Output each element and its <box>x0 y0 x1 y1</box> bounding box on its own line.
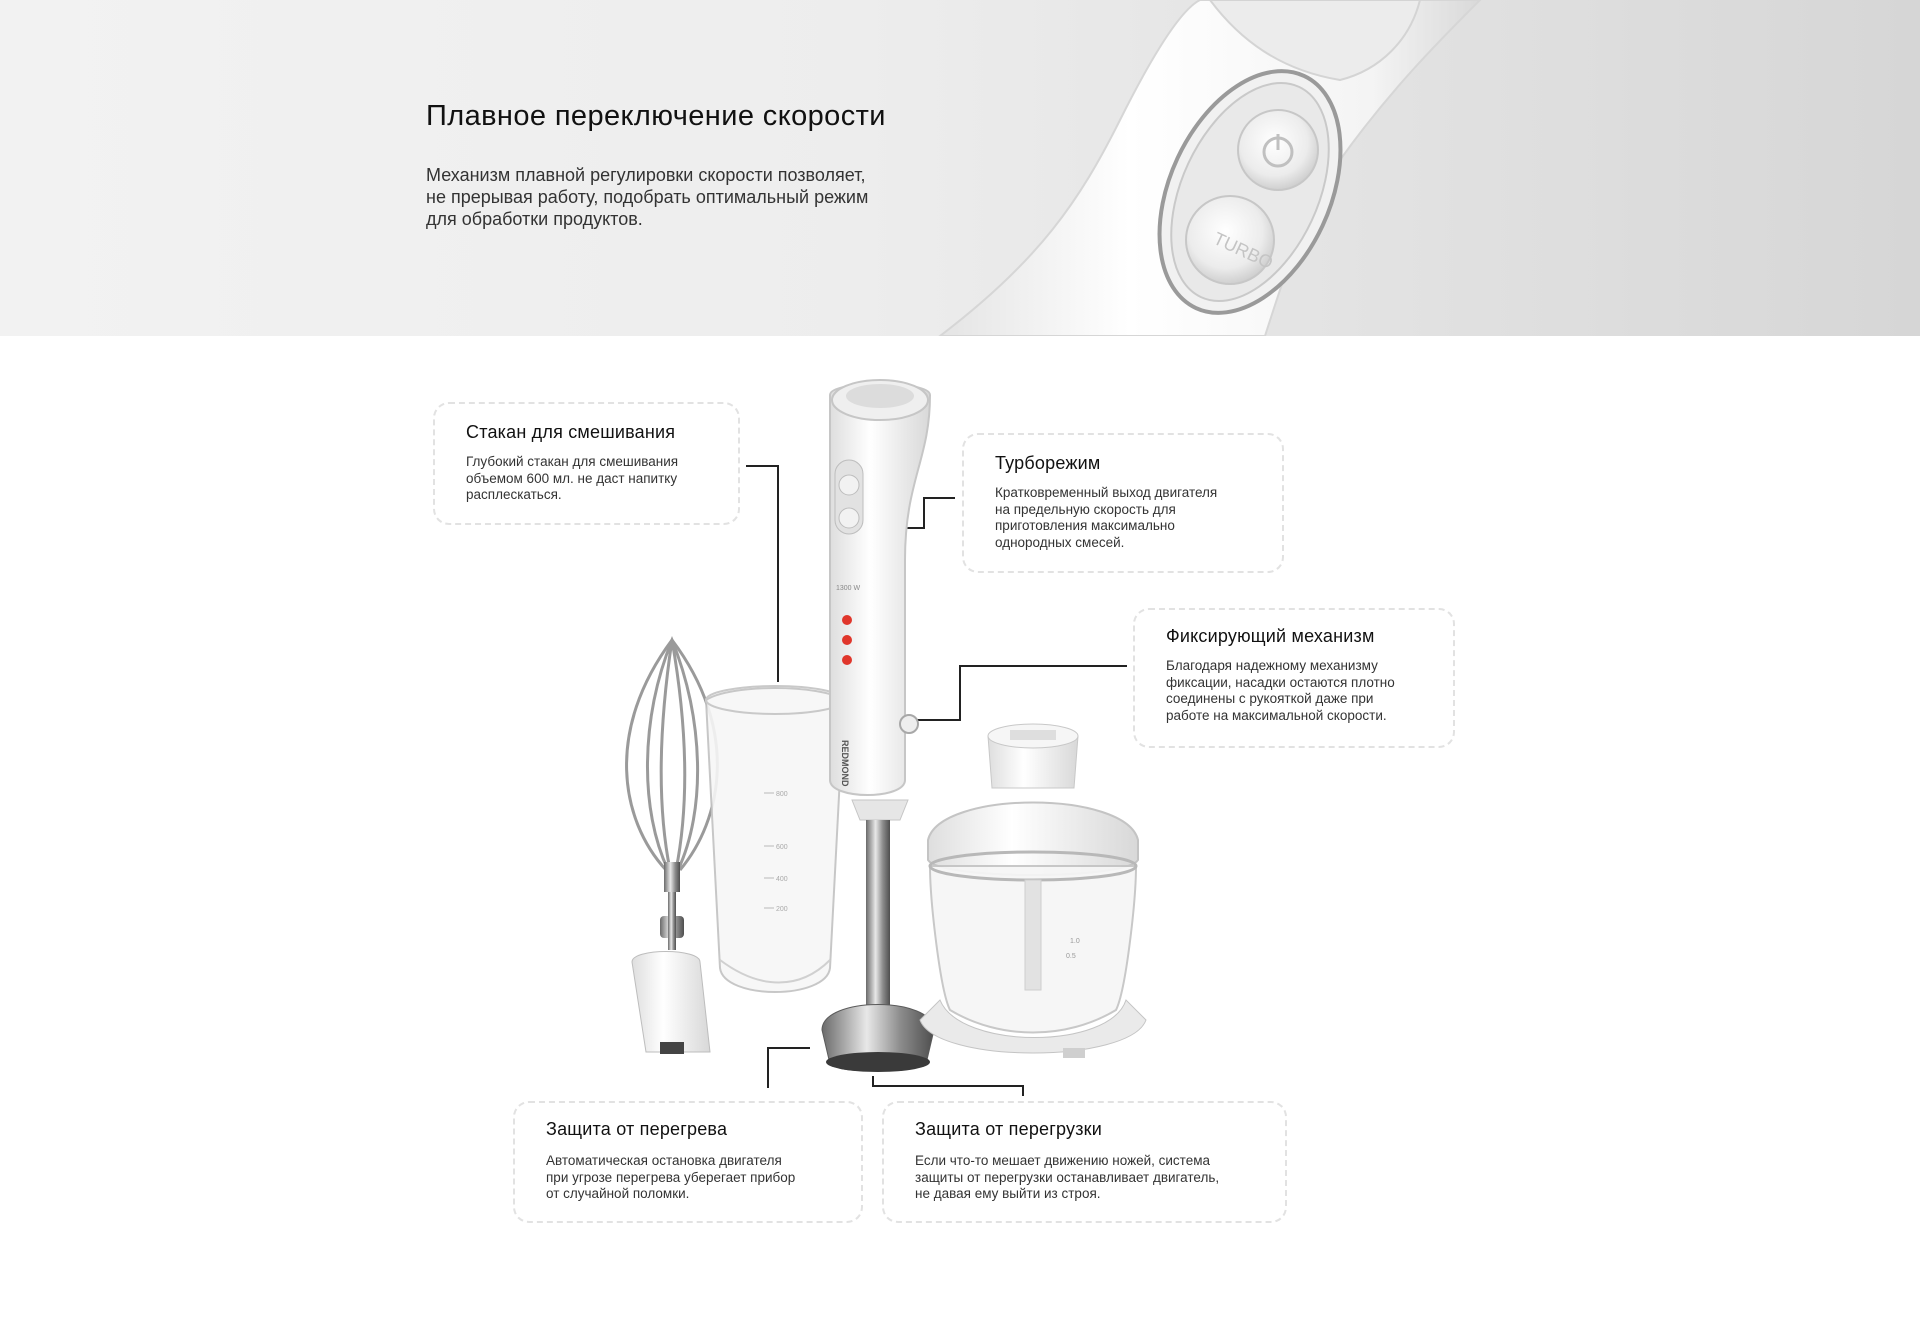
callout-line: фиксации, насадки остаются плотно <box>1166 674 1395 690</box>
callout-line: не давая ему выйти из строя. <box>915 1186 1101 1201</box>
immersion-blender <box>822 380 934 1072</box>
speed-icons <box>842 615 852 665</box>
chopper-mark: 1.0 <box>1070 938 1080 945</box>
callout-title: Защита от перегрева <box>546 1119 728 1139</box>
hero-text-line: для обработки продуктов. <box>426 209 643 229</box>
turbo-label: TURBO <box>1210 228 1277 273</box>
callout-line: приготовления максимально <box>995 518 1175 533</box>
callout-description <box>466 454 678 504</box>
power-rating: 1300 W <box>836 585 861 592</box>
callout-line: Автоматическая остановка двигателя <box>546 1153 782 1168</box>
callout-title: Защита от перегрузки <box>915 1119 1102 1139</box>
callout-overheat-protection <box>513 1101 863 1223</box>
chopper-bowl <box>920 724 1146 1058</box>
callout-line: Кратковременный выход двигателя <box>995 485 1218 500</box>
callout-overload-protection <box>882 1101 1287 1223</box>
cup-scale-label: 200 <box>776 906 788 913</box>
callout-mixing-cup <box>433 402 740 525</box>
brand-logo: REDMOND <box>840 740 850 787</box>
callout-line: от случайной поломки. <box>546 1186 690 1201</box>
cup-scale-label: 600 <box>776 844 788 851</box>
callout-line: расплескаться. <box>466 487 562 502</box>
callout-description <box>1166 658 1395 724</box>
cup-scale-label: 800 <box>776 791 788 798</box>
callout-line: защиты от перегрузки останавливает двигатель, <box>915 1169 1220 1185</box>
callout-description <box>995 485 1217 551</box>
callout-title: Фиксирующий механизм <box>1166 626 1375 646</box>
callout-line: Глубокий стакан для смешивания <box>466 454 679 469</box>
chopper-mark: 0.5 <box>1066 953 1076 960</box>
hero-text-line: Механизм плавной регулировки скорости позволяет, <box>426 165 866 185</box>
callout-line: однородных смесей. <box>995 534 1125 550</box>
mixing-cup <box>706 686 844 992</box>
hero-title: Плавное переключение скорости <box>426 100 886 132</box>
hero-description <box>426 164 946 230</box>
callout-title: Стакан для смешивания <box>466 422 676 442</box>
callout-line: Если что-то мешает движению ножей, система <box>915 1153 1211 1168</box>
callout-description <box>546 1153 795 1203</box>
callout-title: Турборежим <box>995 453 1101 473</box>
hero-text-line: не прерывая работу, подобрать оптимальный режим <box>426 187 869 207</box>
callout-turbo-mode <box>962 433 1284 573</box>
callout-line: работе на максимальной скорости. <box>1166 707 1387 723</box>
cup-scale-label: 400 <box>776 876 788 883</box>
release-button <box>900 715 918 733</box>
whisk-attachment <box>627 640 718 1054</box>
callout-locking-mechanism <box>1133 608 1455 748</box>
callout-line: Благодаря надежному механизму <box>1166 658 1378 673</box>
callout-description <box>915 1153 1219 1203</box>
blender-handle-closeup <box>920 0 1920 336</box>
hero-banner <box>0 0 1920 336</box>
callout-line: объемом 600 мл. не даст напитку <box>466 470 678 486</box>
callout-line: соединены с рукояткой даже при <box>1166 691 1374 706</box>
callout-line: при угрозе перегрева уберегает прибор <box>546 1169 796 1185</box>
callout-line: на предельную скорость для <box>995 501 1176 517</box>
